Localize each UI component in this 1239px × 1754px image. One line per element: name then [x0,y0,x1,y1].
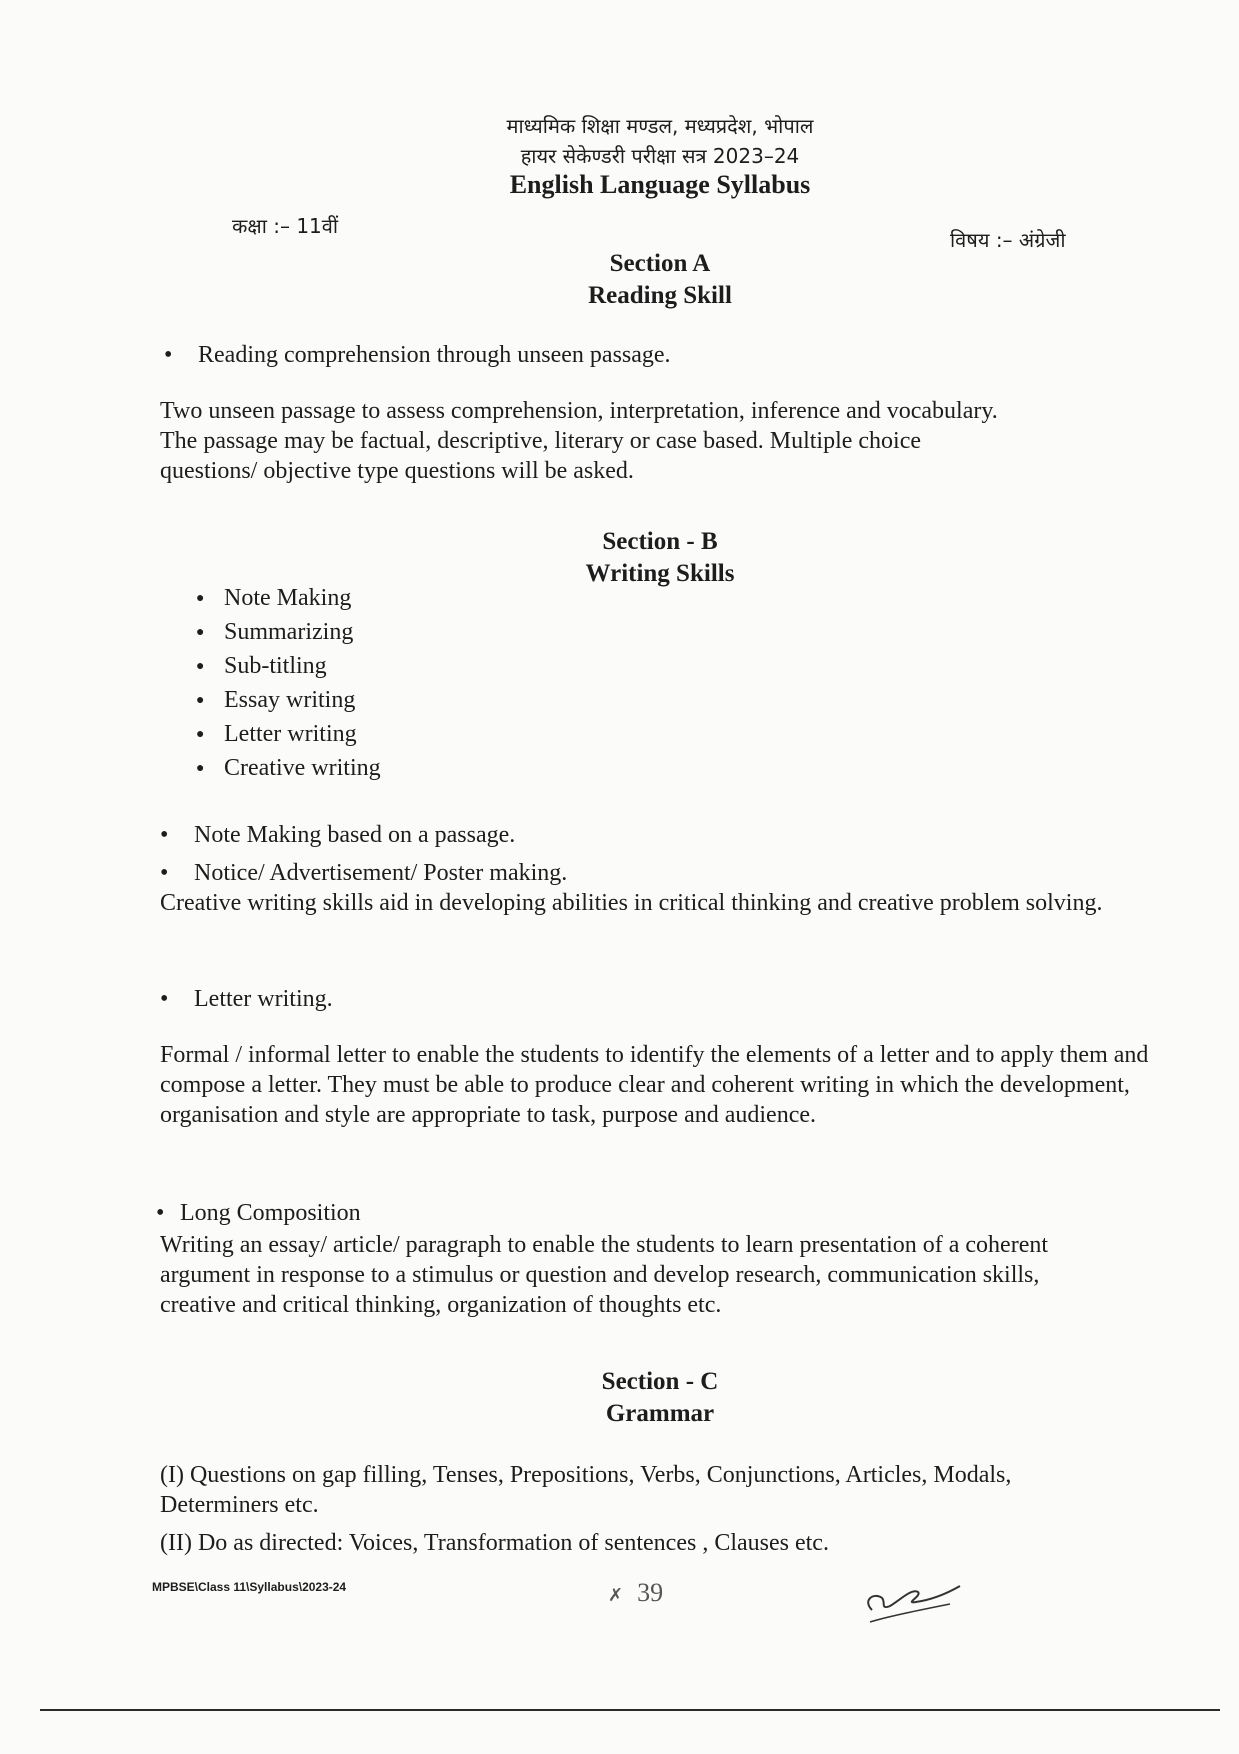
bullet-icon: ● [196,625,205,641]
long-composition-paragraph: Writing an essay/ article/ paragraph to enable the students to learn presentation of a coherent argument in response to a stimulus or question and develop research, communication skills, creative and critical thinking, organization of thoughts etc. [160,1232,1049,1318]
bullet-icon: • [156,1200,165,1226]
board-name: माध्यमिक शिक्षा मण्डल, मध्यप्रदेश, भोपाल [506,114,814,138]
skill-item [196,585,351,612]
skill-item [196,721,357,748]
section-c-heading: Section - C [601,1368,719,1395]
section-b-subheading: Writing Skills [585,560,735,587]
bullet-icon: • [160,860,169,886]
bullet-icon: ● [196,693,205,709]
creative-writing-paragraph: Creative writing skills aid in developing abilities in critical thinking and creative problem solving. [160,890,1103,916]
letter-writing-paragraph: Formal / informal letter to enable the students to identify the elements of a letter and to apply them and compose a letter. They must be able to produce clear and coherent writing in which the development, organisation and style are appropriate to task, purpose and audience. [160,1042,1149,1128]
section-b-bullet-note-making [160,822,515,849]
signature-icon [860,1570,980,1630]
section-b-bullet-long-composition [156,1200,361,1227]
skill-label: Sub-titling [224,653,327,679]
bullet-icon: • [164,342,173,368]
bottom-rule [40,1709,1220,1711]
tick-mark-icon: ✗ [608,1585,624,1605]
section-a-subheading: Reading Skill [588,282,732,309]
subject-label: विषय :– अंग्रेजी [950,228,1066,252]
section-a-bullet [164,342,671,369]
skill-item [196,653,327,680]
section-b-bullet-letter [160,986,333,1013]
grammar-item-2: (II) Do as directed: Voices, Transformation of sentences , Clauses etc. [160,1530,829,1556]
bullet-text: Reading comprehension through unseen passage. [198,342,671,368]
skill-item [196,687,355,714]
bullet-icon: ● [196,761,205,777]
bullet-text: Notice/ Advertisement/ Poster making. [194,860,568,886]
section-b-heading: Section - B [602,528,718,555]
skill-label: Letter writing [224,721,357,747]
class-label: कक्षा :– 11वीं [232,214,339,238]
file-path: MPBSE\Class 11\Syllabus\2023-24 [152,1580,347,1594]
bullet-text: Long Composition [180,1200,361,1226]
section-b-bullet-notice [160,860,567,887]
page-number [608,1578,663,1608]
skill-item [196,619,353,646]
section-c-subheading: Grammar [605,1400,715,1427]
skill-label: Creative writing [224,755,381,781]
section-a-paragraph: Two unseen passage to assess comprehension, interpretation, inference and vocabulary. The passage may be factual, descriptive, literary or case based. Multiple choice questions/ objective type questions will be asked. [160,398,998,484]
bullet-icon: • [160,986,169,1012]
exam-session: हायर सेकेण्डरी परीक्षा सत्र 2023–24 [520,144,800,168]
bullet-text: Letter writing. [194,986,333,1012]
document-title: English Language Syllabus [509,170,811,199]
section-a-heading: Section A [609,250,711,277]
grammar-item-1: (I) Questions on gap filling, Tenses, Prepositions, Verbs, Conjunctions, Articles, Modals, Determiners etc. [160,1462,1012,1518]
skill-label: Summarizing [224,619,354,645]
bullet-icon: • [160,822,169,848]
bullet-icon: ● [196,659,205,675]
page-number-text: 39 [637,1578,664,1607]
skill-item [196,755,381,782]
skill-label: Note Making [224,585,352,611]
bullet-icon: ● [196,591,205,607]
bullet-icon: ● [196,727,205,743]
skill-label: Essay writing [224,687,356,713]
bullet-text: Note Making based on a passage. [194,822,516,848]
